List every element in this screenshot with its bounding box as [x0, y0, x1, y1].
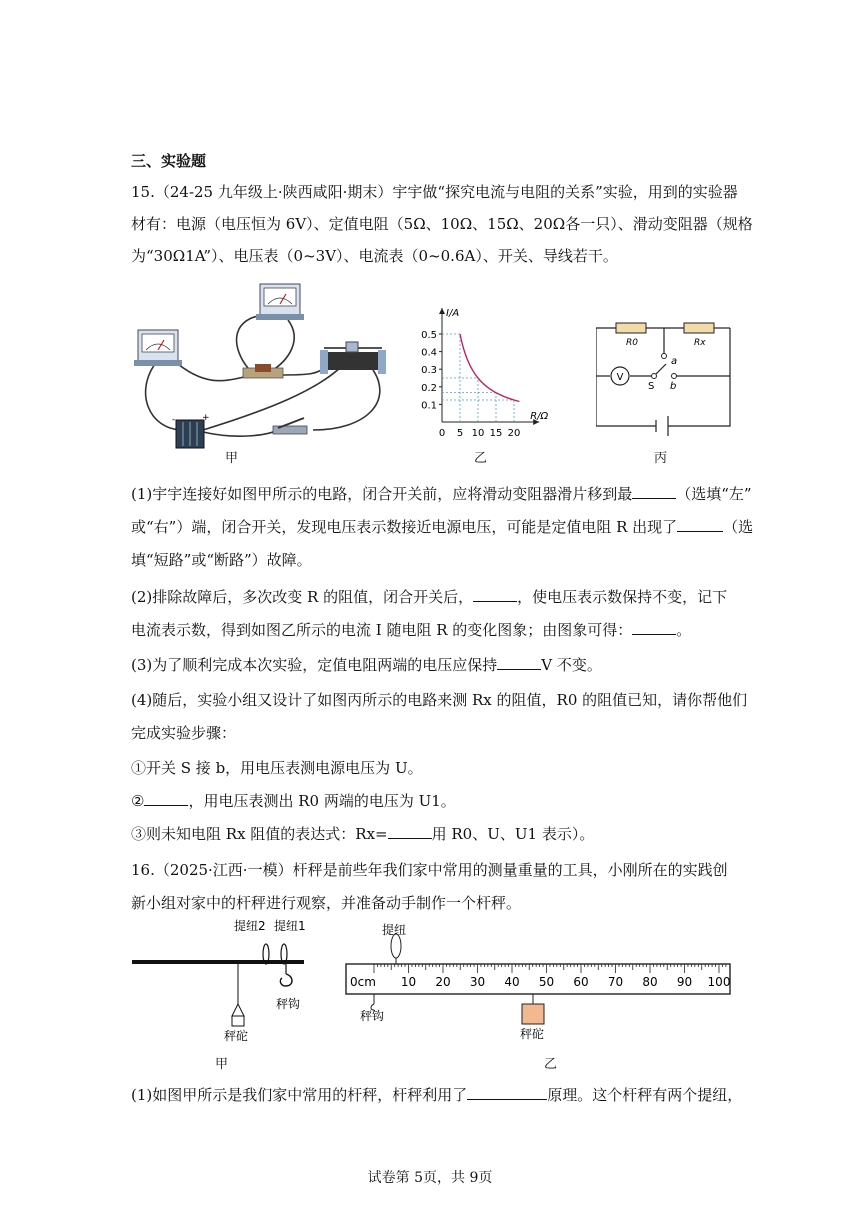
rheostat-icon	[320, 342, 386, 374]
q15-step-2: ② ，用电压表测出 R0 两端的电压为 U1。	[131, 792, 456, 810]
y-tick-label: 0.2	[421, 382, 437, 394]
ruler-tick-label: 80	[642, 975, 658, 989]
svg-text:-: -	[172, 415, 176, 425]
q16-p1: (1)如图甲所示是我们家中常用的杆秤，杆秤利用了 原理。这个杆秤有两个提纽，	[131, 1086, 743, 1104]
ruler-tick-label: 100	[707, 975, 731, 989]
ruler-tick-label: 60	[573, 975, 589, 989]
x-tick-label: 0	[438, 428, 446, 439]
q16-figure-yi	[340, 920, 735, 1050]
q15-p2-line-2: 电流表示数，得到如图乙所示的电流 I 随电阻 R 的变化图象；由图象可得： 。	[131, 621, 692, 639]
ammeter-icon	[134, 330, 182, 366]
x-axis-label: R/Ω	[530, 411, 549, 422]
ruler-tick-label: 50	[538, 975, 555, 989]
q15-p1-line-1: (1)宇宇连接好如图甲所示的电路，闭合开关前，应将滑动变阻器滑片移到最 （选填“左”	[131, 485, 752, 503]
q16-fig-jia-label: 甲	[215, 1057, 229, 1072]
q16-yi-chengtuo-label: 秤砣	[520, 1027, 545, 1041]
q16-yi-chenggou-label: 秤钩	[360, 1009, 385, 1023]
fig-jia-label: 甲	[225, 451, 239, 466]
q15-p1-line-2: 或“右”）端，闭合开关，发现电压表示数接近电源电压，可能是定值电阻 R 出现了 （选	[131, 518, 754, 536]
resistor-icon	[243, 364, 283, 378]
y-axis-label: I/A	[446, 308, 460, 319]
r0-label: R0	[626, 338, 638, 348]
y-tick-label: 0.5	[421, 330, 437, 341]
q15-figure-jia	[128, 280, 403, 460]
ruler-tick-label: 90	[676, 975, 693, 989]
y-tick-label: 0.3	[421, 365, 437, 377]
chenggou-label: 秤钩	[276, 997, 301, 1011]
y-tick-label: 0.4	[421, 347, 437, 359]
battery-icon	[172, 413, 210, 448]
tizu2-label: 提纽2	[234, 919, 266, 933]
contact-a-label: a	[671, 356, 678, 367]
x-tick-label: 5	[456, 428, 464, 439]
q16-line-2: 新小组对家中的杆秤进行观察，并准备动手制作一个杆秤。	[131, 894, 522, 912]
q15-line-1: 15.（24-25 九年级上·陕西咸阳·期末）宇宇做“探究电流与电阻的关系”实验，用到的实验器	[131, 183, 738, 201]
q15-step-3: ③则未知电阻 Rx 阻值的表达式：Rx= 用 R0、U、U1 表示）。	[131, 825, 595, 843]
chengtuo-label: 秤砣	[224, 1029, 249, 1043]
y-axis-arrow	[439, 308, 445, 314]
fig-yi-label: 乙	[474, 451, 488, 466]
x-tick-label: 20	[507, 428, 521, 439]
tizu-label: 提纽	[382, 923, 407, 937]
ruler-tick-label: 70	[607, 975, 624, 989]
q15-p3: (3)为了顺利完成本次实验，定值电阻两端的电压应保持 V 不变。	[131, 656, 602, 674]
ruler-tick-label: 30	[469, 975, 486, 989]
voltmeter-symbol-label: V	[616, 372, 624, 383]
series-curve	[460, 334, 519, 402]
ruler-tick-label: 10	[400, 975, 417, 989]
page-footer: 试卷第 5页，共 9页	[367, 1170, 493, 1186]
q15-p4-line-1: (4)随后，实验小组又设计了如图丙所示的电路来测 Rx 的阻值，R0 的阻值已知，请你帮他们	[131, 691, 748, 709]
q15-p2-line-1: (2)排除故障后，多次改变 R 的阻值，闭合开关后， ，使电压表示数保持不变，记下	[131, 588, 728, 606]
rx-label: Rx	[694, 338, 706, 348]
tizu1-label: 提纽1	[274, 919, 306, 933]
contact-b-label: b	[670, 381, 677, 392]
q15-step-1: ①开关 S 接 b，用电压表测电源电压为 U。	[131, 759, 423, 777]
q16-fig-yi-label: 乙	[544, 1057, 558, 1072]
fig-bing-label: 丙	[654, 451, 668, 466]
switch-s-label: S	[648, 381, 655, 392]
svg-text:+: +	[202, 413, 210, 423]
voltmeter-icon	[256, 284, 304, 320]
q15-p4-line-2: 完成实验步骤：	[131, 724, 237, 742]
ruler-tick-label: 20	[435, 975, 451, 989]
ruler-start-label: 0cm	[350, 975, 376, 989]
q15-line-2: 材有：电源（电压恒为 6V）、定值电阻（5Ω、10Ω、15Ω、20Ω各一只）、滑动变阻器（规格	[131, 215, 753, 233]
ruler-tick-label: 40	[504, 975, 520, 989]
section-title: 三、实验题	[131, 152, 207, 170]
x-tick-label: 10	[471, 428, 485, 439]
q16-figure-jia	[128, 916, 308, 1046]
x-tick-label: 15	[489, 428, 503, 439]
switch-icon	[273, 418, 307, 434]
q15-p1-line-3: 填“短路”或“断路”）故障。	[131, 551, 312, 569]
q15-figure-bing	[596, 316, 736, 441]
q15-chart-yi	[412, 300, 592, 442]
q15-line-3: 为“30Ω1A”）、电压表（0~3V）、电流表（0~0.6A）、开关、导线若干。	[131, 247, 618, 265]
y-tick-label: 0.1	[421, 400, 437, 412]
q16-line-1: 16.（2025·江西·一模）杆秤是前些年我们家中常用的测量重量的工具，小刚所在的实践创	[131, 861, 728, 879]
